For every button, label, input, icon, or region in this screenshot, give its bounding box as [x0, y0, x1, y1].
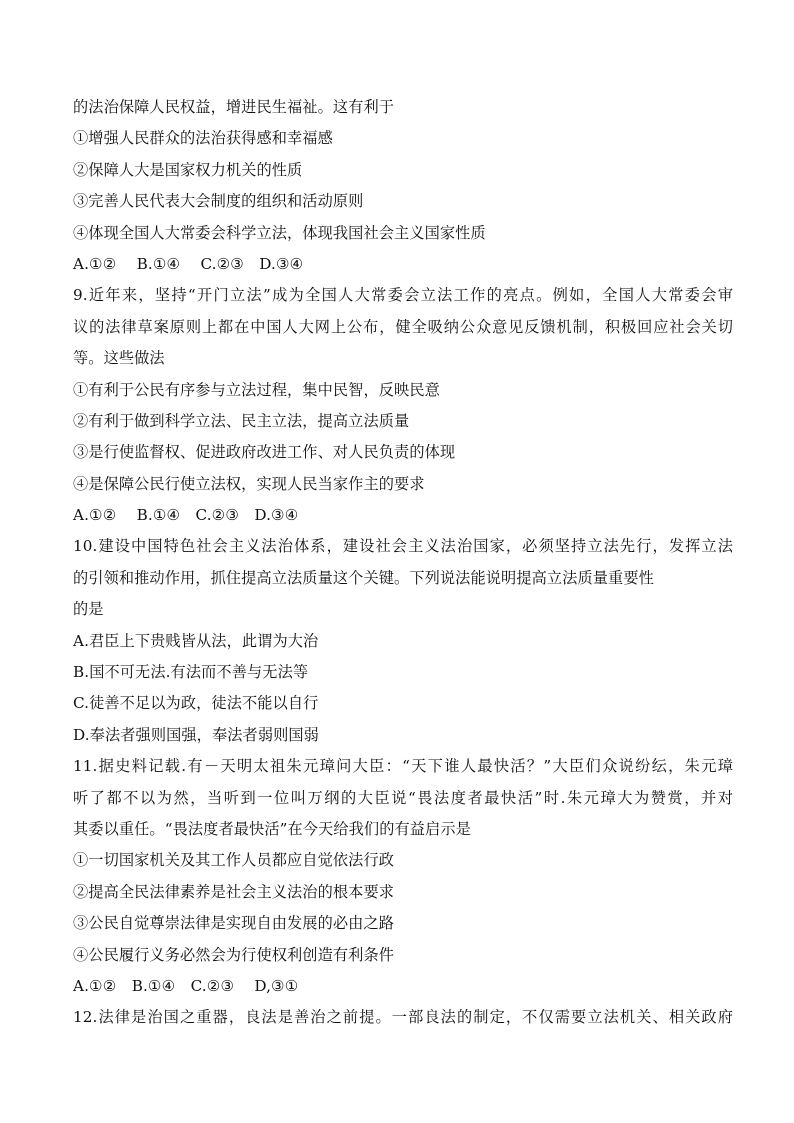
q9-item-4: ④是保障公民行使立法权，实现人民当家作主的要求: [73, 474, 425, 493]
q10-option-d: D.奉法者强则国强，奉法者弱则国弱: [73, 725, 319, 744]
text-line-2: ①增强人民群众的法治获得感和幸福感: [73, 129, 333, 148]
q8-answer-options: A.①② B.①④ C.②③ D.③④: [73, 254, 304, 273]
q9-answer-options: A.①② B.①④ C.②③ D.③④: [73, 506, 299, 525]
q10-stem-line-1: 10.建设中国特色社会主义法治体系，建设社会主义法治国家，必须坚持立法先行，发挥立法: [73, 537, 733, 556]
text-line-1: 的法治保障人民权益，增进民生福祉。这有利于: [73, 98, 395, 116]
q10-option-c: C.徒善不足以为政，徒法不能以自行: [73, 694, 319, 713]
text-line-3: ②保障人大是国家权力机关的性质: [73, 160, 303, 179]
q10-option-a: A.君臣上下贵贱皆从法，此谓为大治: [73, 631, 319, 650]
q9-item-3: ③是行使监督权、促进政府改进工作、对人民负责的体现: [73, 443, 456, 462]
text-line-5: ④体现全国人大常委会科学立法，体现我国社会主义国家性质: [73, 223, 486, 242]
q9-item-2: ②有利于做到科学立法、民主立法，提高立法质量: [73, 411, 410, 430]
q9-stem-line-2: 议的法律草案原则上都在中国人大网上公布，健全吸纳公众意见反馈机制，积极回应社会关切: [73, 317, 733, 336]
q11-answer-options: A.①② B.①④ C.②③ D,③①: [73, 976, 299, 995]
q10-stem-line-2: 的引领和推动作用，抓住提高立法质量这个关键。下列说法能说明提高立法质量重要性: [73, 568, 654, 587]
q12-stem-line-1: 12.法律是治国之重器，良法是善治之前提。一部良法的制定，不仅需要立法机关、相关政府: [73, 1008, 733, 1027]
q11-stem-line-1: 11.据史料记载.有－天明太祖朱元璋问大臣：“天下谁人最快活？”大臣们众说纷纭，朱元璋: [73, 757, 733, 776]
document-page: [73, 92, 733, 1034]
q11-item-3: ③公民自觉尊崇法律是实现自由发展的必由之路: [73, 914, 395, 933]
q11-stem-line-3: 其委以重任。“畏法度者最快活”在今天给我们的有益启示是: [73, 819, 471, 838]
text-line-4: ③完善人民代表大会制度的组织和活动原则: [73, 192, 364, 211]
q9-item-1: ①有利于公民有序参与立法过程，集中民智，反映民意: [73, 380, 440, 399]
q11-stem-line-2: 听了都不以为然，当听到一位叫万纲的大臣说“畏法度者最快活”时.朱元璋大为赞赏，并对: [73, 788, 733, 807]
q11-item-1: ①一切国家机关及其工作人员都应自觉依法行政: [73, 851, 395, 870]
q11-item-2: ②提高全民法律素养是社会主义法治的根本要求: [73, 882, 395, 901]
q9-stem-line-1: 9.近年来，坚持“开门立法”成为全国人大常委会立法工作的亮点。例如，全国人大常委会审: [73, 286, 733, 305]
q10-option-b: B.国不可无法.有法而不善与无法等: [73, 663, 309, 682]
q10-stem-line-3: 的是: [73, 600, 104, 619]
q11-item-4: ④公民履行义务必然会为行使权利创造有利条件: [73, 945, 395, 964]
q9-stem-line-3: 等。这些做法: [73, 349, 165, 368]
